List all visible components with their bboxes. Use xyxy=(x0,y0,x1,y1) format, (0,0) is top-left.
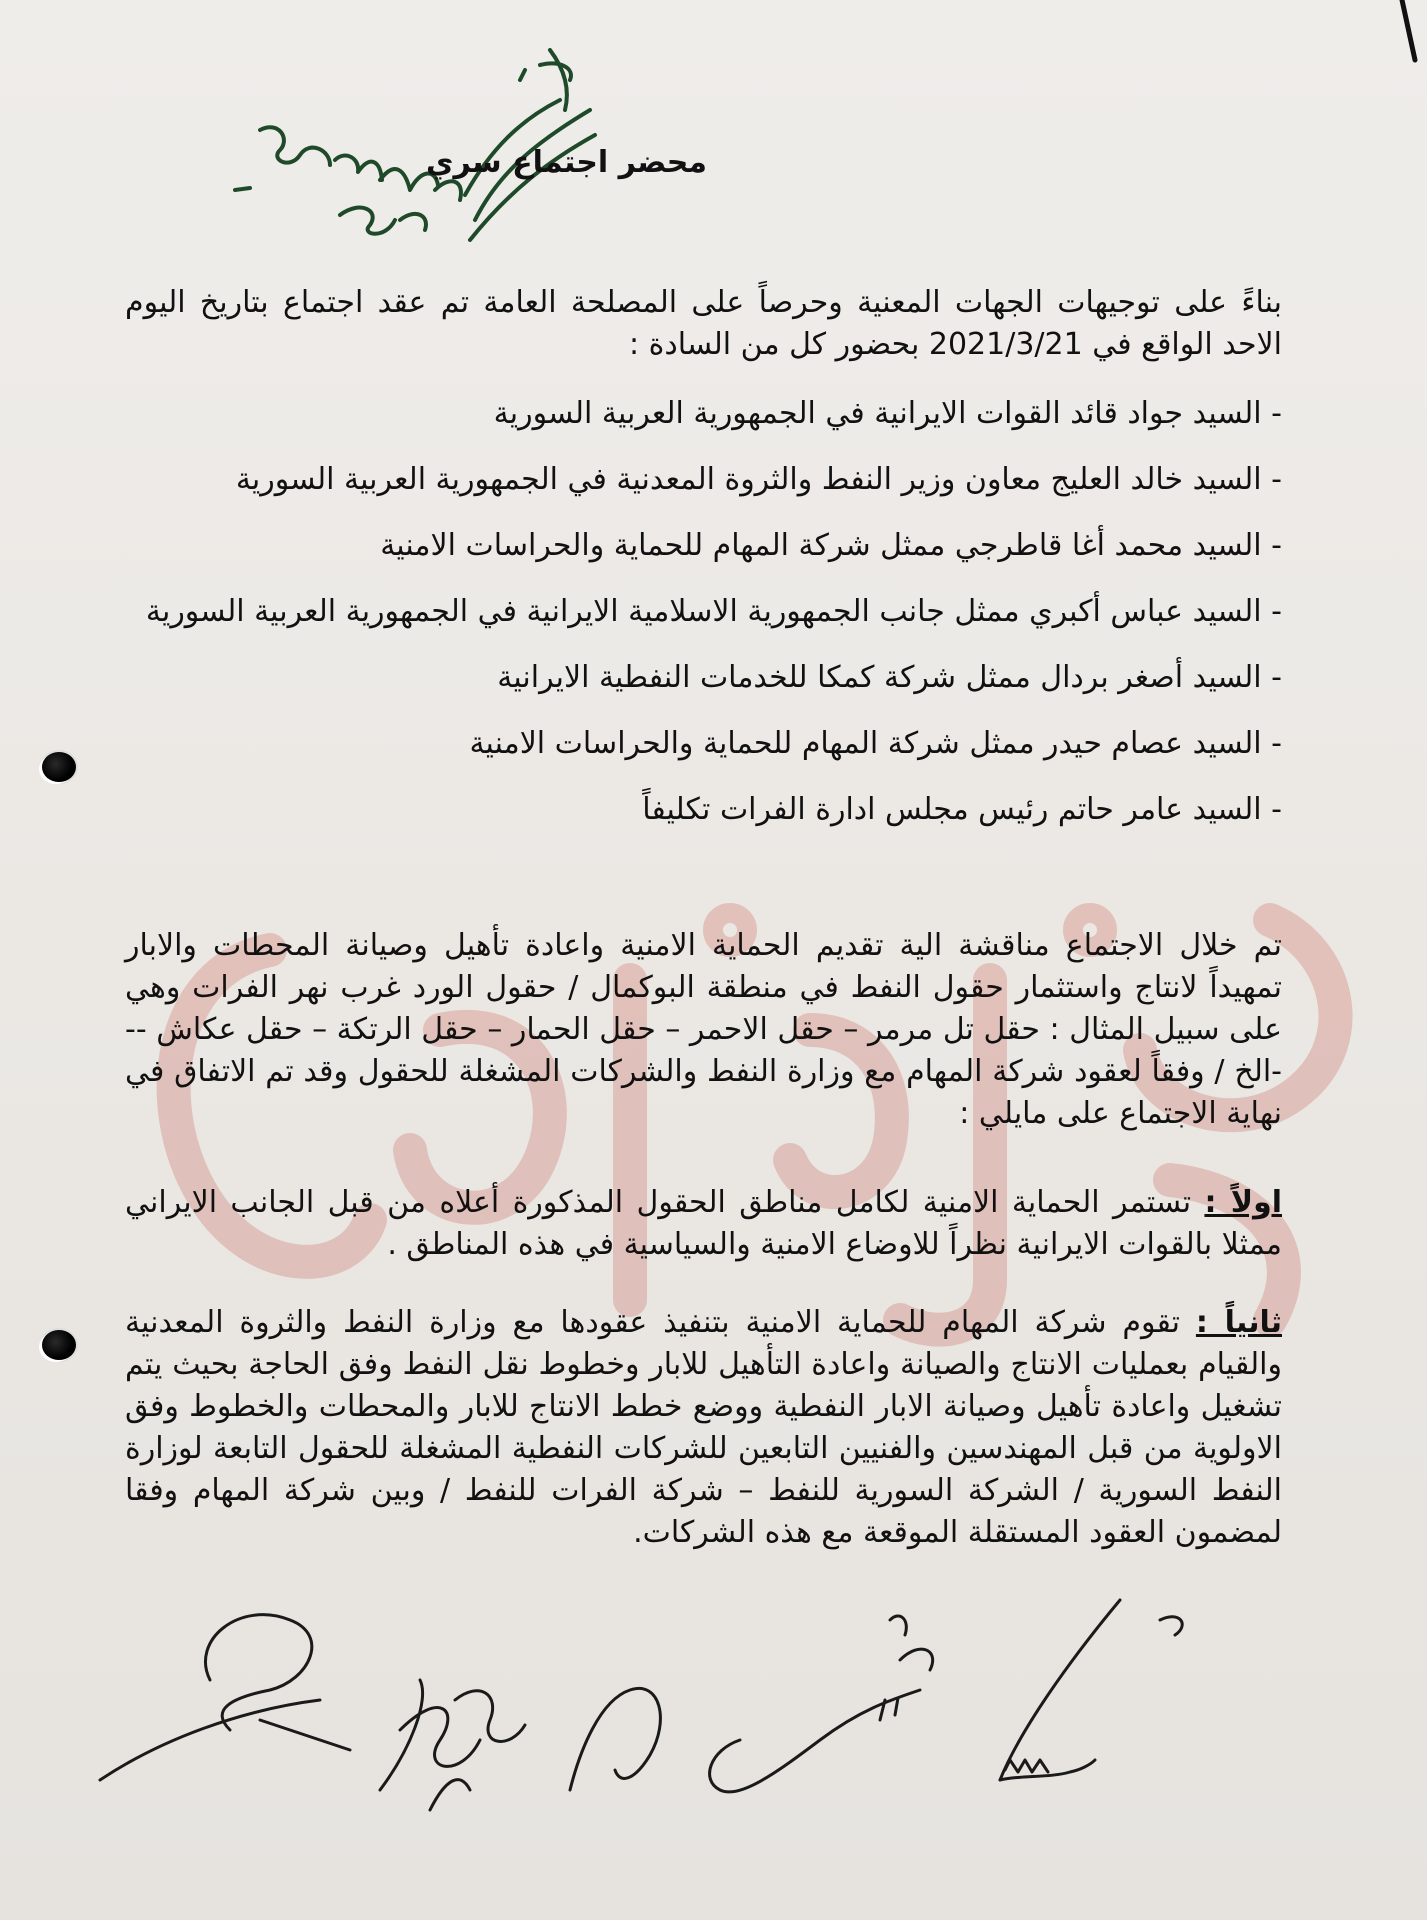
signature xyxy=(100,1700,320,1780)
attendee-item: - السيد خالد العليج معاون وزير النفط والثروة المعدنية في الجمهورية العربية السورية xyxy=(235,462,1282,497)
clause-first-label: اولاً : xyxy=(1204,1185,1283,1220)
clause-second-text: تقوم شركة المهام للحماية الامنية بتنفيذ عقودها مع وزارة النفط والثروة المعدنية والقيام بعمليات الانتاج والصيانة واعادة التأهيل للابار وخطوط نقل النفط وفق الحاجة بحيث يتم تشغيل واعادة تأهيل وصيانة الابار النفطية ووضع خطط الانتاج للابار والمحطات والخطوط وفق الاولوية من قبل المهندسين والفنيين التابعين للشركات النفطية المشغلة للحقول التابعة لوزارة النفط السورية / الشركة السورية للنفط – شركة الفرات للنفط / وبين شركة المهام وفقا لمضمون العقود المستقلة الموقعة مع هذه الشركات. xyxy=(125,1305,1282,1550)
attendee-item: - السيد عصام حيدر ممثل شركة المهام للحماية والحراسات الامنية xyxy=(469,726,1282,761)
attendee-item: - السيد عباس أكبري ممثل جانب الجمهورية الاسلامية الايرانية في الجمهورية العربية السورية xyxy=(145,594,1282,629)
clause-second xyxy=(125,1302,1282,1554)
attendees-list xyxy=(125,393,1282,855)
corner-mark xyxy=(1397,0,1427,80)
attendee-item: - السيد أصغر بردال ممثل شركة كمكا للخدمات النفطية الايرانية xyxy=(497,660,1282,695)
attendee-item: - السيد عامر حاتم رئيس مجلس ادارة الفرات تكليفاً xyxy=(642,792,1282,827)
signature xyxy=(1000,1600,1120,1780)
attendee-item: - السيد جواد قائد القوات الايرانية في الجمهورية العربية السورية xyxy=(493,396,1282,431)
document-title: محضر اجتماع سري xyxy=(426,145,707,180)
punch-hole xyxy=(42,1330,76,1360)
punch-hole xyxy=(42,752,76,782)
intro-paragraph: بناءً على توجيهات الجهات المعنية وحرصاً على المصلحة العامة تم عقد اجتماع بتاريخ اليوم الاحد الواقع في 2021/3/21 بحضور كل من السادة : xyxy=(125,285,1282,362)
signature xyxy=(570,1688,660,1790)
signatures-row xyxy=(60,1580,1260,1860)
signature xyxy=(380,1680,423,1790)
clause-first xyxy=(125,1182,1282,1266)
discussion-paragraph: تم خلال الاجتماع مناقشة الية تقديم الحماية الامنية واعادة تأهيل وصيانة المحطات والابار تمهيداً لانتاج واستثمار حقول النفط في منطقة البوكمال / حقول الورد غرب نهر الفرات وهي على سبيل المثال : حقل تل مرمر – حقل الاحمر – حقل الحمار – حقل الرتكة – حقل عكاش ---الخ / وفقاً لعقود شركة المهام مع وزارة النفط والشركات المشغلة للحقول وقد تم الاتفاق في نهاية الاجتماع على مايلي : xyxy=(125,928,1282,1131)
signature xyxy=(710,1690,920,1792)
attendee-item: - السيد محمد أغا قاطرجي ممثل شركة المهام للحماية والحراسات الامنية xyxy=(380,528,1282,563)
clause-second-label: ثانياً : xyxy=(1195,1305,1282,1340)
clause-first-text: تستمر الحماية الامنية لكامل مناطق الحقول المذكورة أعلاه من قبل الجانب الايراني ممثلا بالقوات الايرانية نظراً للاوضاع الامنية والسياسية في هذه المناطق . xyxy=(125,1185,1282,1262)
